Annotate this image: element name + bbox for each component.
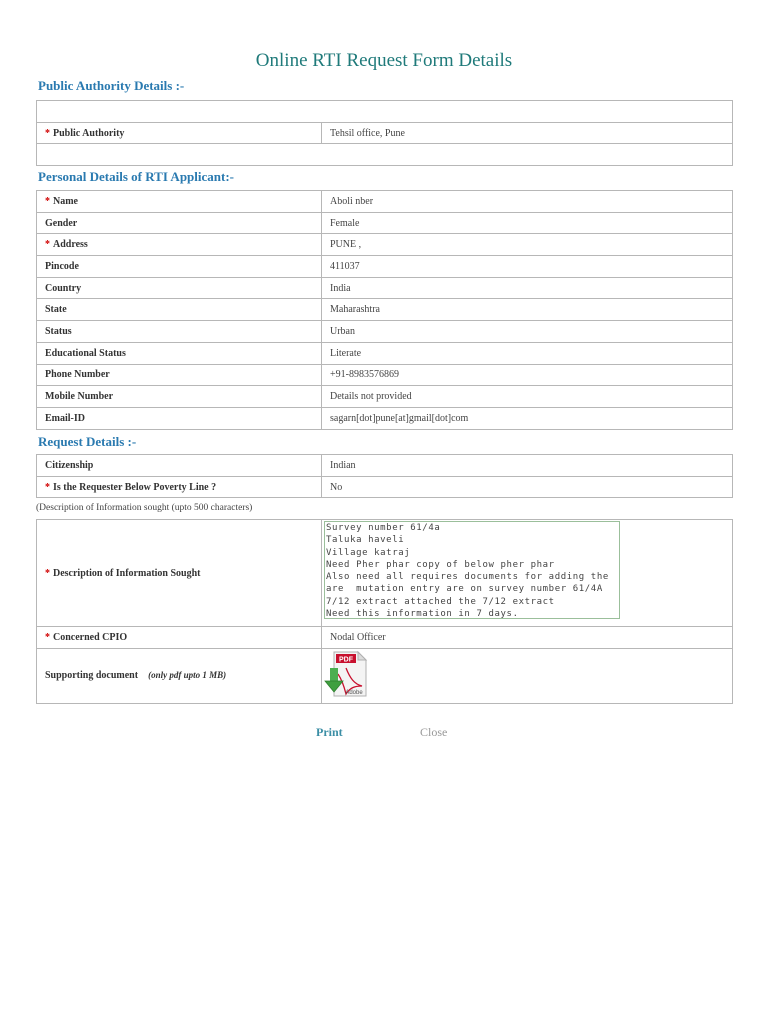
mobile-number-value: Details not provided — [322, 386, 733, 408]
table-row — [37, 321, 733, 343]
required-star: * — [45, 127, 50, 139]
supporting-document-note: (only pdf upto 1 MB) — [148, 670, 227, 681]
pdf-download-icon[interactable] — [324, 650, 368, 701]
table-row — [37, 364, 733, 386]
required-star: * — [45, 481, 50, 493]
email-id-label: Email-ID — [37, 407, 322, 429]
country-label: Country — [37, 277, 322, 299]
public-authority-label: Public Authority — [53, 127, 125, 139]
status-value: Urban — [322, 321, 733, 343]
phone-number-value: +91-8983576869 — [322, 364, 733, 386]
request-details-heading: Request Details :- — [38, 434, 137, 449]
table-row — [37, 520, 733, 627]
table-row — [37, 386, 733, 408]
personal-details-heading: Personal Details of RTI Applicant:- — [38, 169, 234, 184]
table-row — [37, 299, 733, 321]
required-star: * — [45, 195, 50, 207]
citizenship-value: Indian — [322, 455, 733, 477]
name-label: Name — [53, 195, 78, 207]
country-value: India — [322, 277, 733, 299]
gender-label: Gender — [37, 212, 322, 234]
table-row — [37, 212, 733, 234]
page-title: Online RTI Request Form Details — [255, 50, 513, 71]
table-row — [37, 648, 733, 703]
table-row — [37, 455, 733, 477]
empty-row — [37, 144, 733, 166]
bpl-value: No — [322, 476, 733, 498]
public-authority-label-cell — [37, 123, 322, 144]
required-star: * — [45, 631, 50, 643]
required-star: * — [45, 567, 50, 579]
personal-details-table — [36, 190, 733, 430]
name-value: Aboli nber — [322, 191, 733, 213]
address-label: Address — [53, 239, 88, 251]
public-authority-value: Tehsil office, Pune — [322, 123, 733, 144]
cpio-label: Concerned CPIO — [53, 631, 128, 643]
cpio-value: Nodal Officer — [322, 627, 733, 649]
state-label: State — [37, 299, 322, 321]
svg-text:Adobe: Adobe — [345, 690, 363, 697]
public-authority-table — [36, 100, 733, 166]
educational-status-label: Educational Status — [37, 342, 322, 364]
state-value: Maharashtra — [322, 299, 733, 321]
description-table — [36, 519, 733, 704]
status-label: Status — [37, 321, 322, 343]
pincode-label: Pincode — [37, 256, 322, 278]
close-button[interactable]: Close — [420, 725, 448, 739]
supporting-document-label: Supporting document — [45, 670, 139, 682]
required-star: * — [45, 239, 50, 251]
table-row — [37, 407, 733, 429]
table-row — [37, 256, 733, 278]
empty-row — [37, 101, 733, 123]
mobile-number-label: Mobile Number — [37, 386, 322, 408]
table-row — [37, 234, 733, 256]
address-value: PUNE , — [322, 234, 733, 256]
email-id-value: sagarn[dot]pune[at]gmail[dot]com — [322, 407, 733, 429]
citizenship-label: Citizenship — [37, 455, 322, 477]
bpl-label: Is the Requester Below Poverty Line ? — [53, 481, 217, 493]
table-row — [37, 277, 733, 299]
table-row — [37, 191, 733, 213]
description-note: (Description of Information sought (upto 500 characters) — [36, 503, 253, 513]
table-row — [37, 476, 733, 498]
description-label: Description of Information Sought — [53, 567, 201, 579]
print-button[interactable]: Print — [316, 725, 343, 739]
educational-status-value: Literate — [322, 342, 733, 364]
public-authority-heading: Public Authority Details :- — [38, 78, 185, 93]
pincode-value: 411037 — [322, 256, 733, 278]
table-row — [37, 342, 733, 364]
phone-number-label: Phone Number — [37, 364, 322, 386]
table-row — [37, 627, 733, 649]
gender-value: Female — [322, 212, 733, 234]
svg-text:PDF: PDF — [339, 656, 353, 664]
request-details-table — [36, 454, 733, 498]
description-textarea[interactable]: Survey number 61/4a Taluka haveli Village katraj Need Pher phar copy of below pher phar Also need all requires documents for adding the are mutation entry are on survey number 61/4A 7/12 extract attached the 7/12 extract Need this information in 7 days. — [324, 521, 620, 619]
